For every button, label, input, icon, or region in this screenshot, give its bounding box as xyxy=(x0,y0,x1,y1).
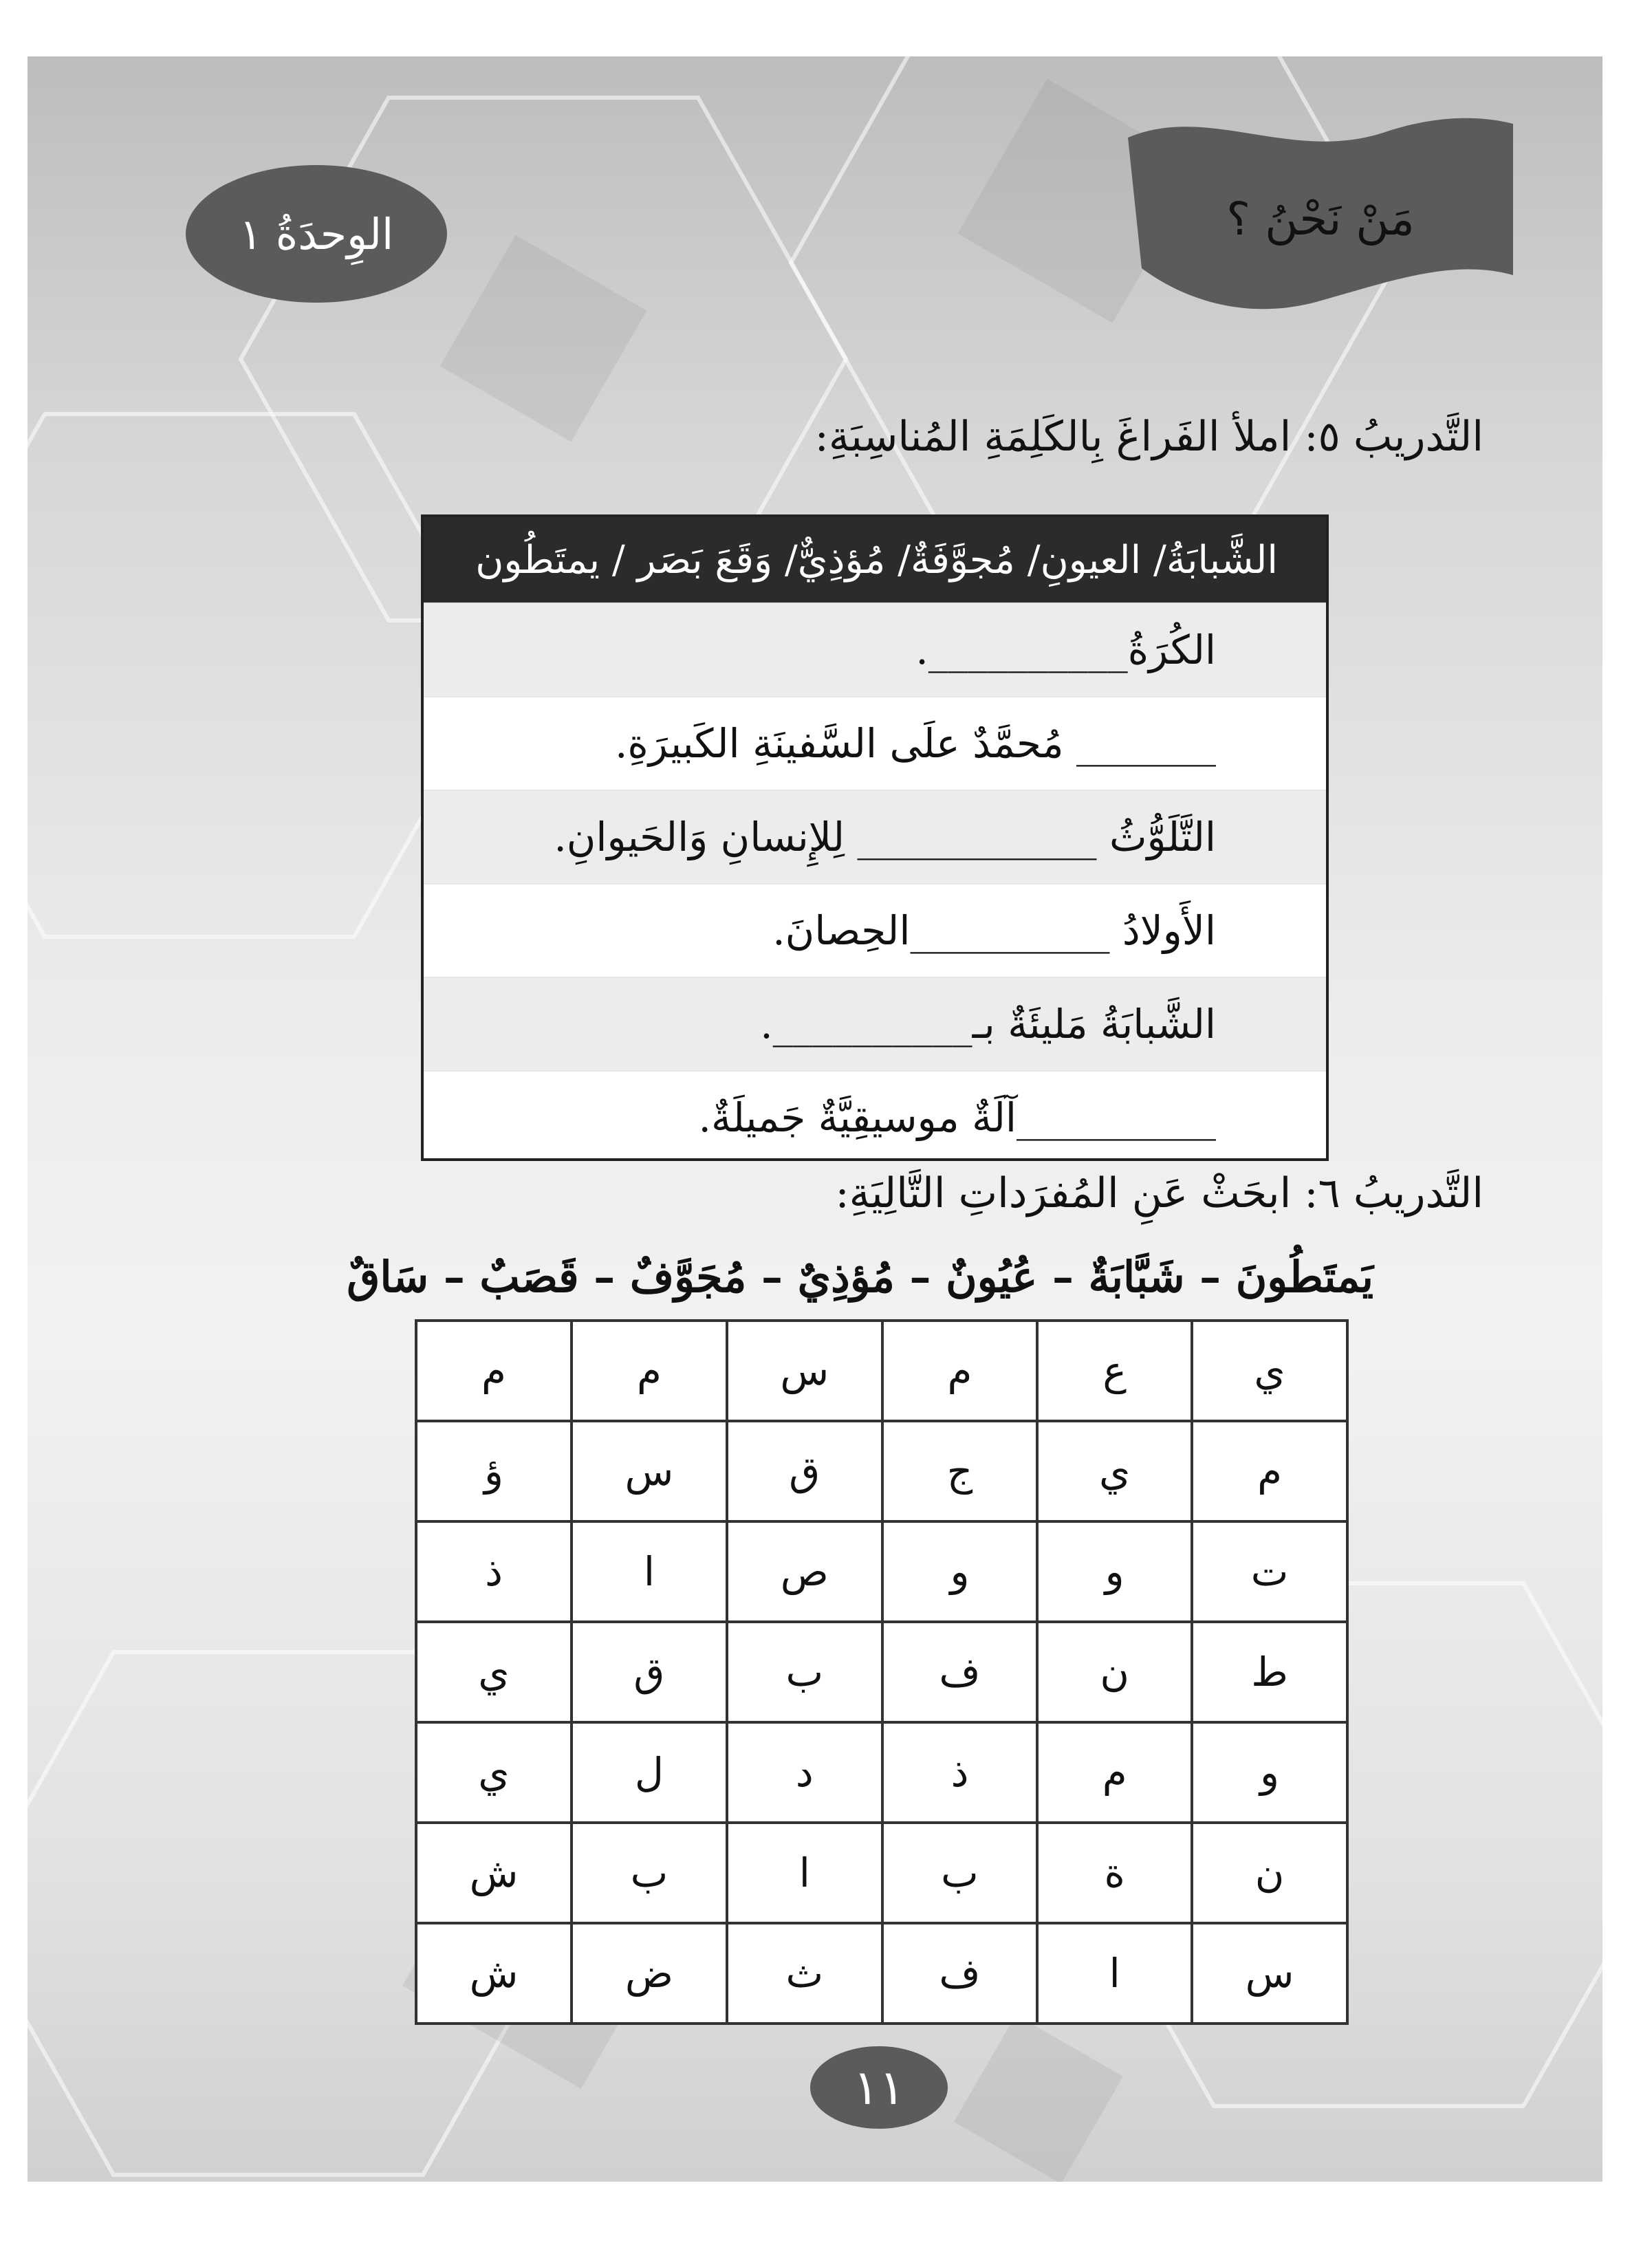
sentence-row: الكُرَةُ__________. xyxy=(424,603,1326,696)
grid-cell[interactable]: ص xyxy=(727,1521,882,1622)
grid-cell[interactable]: ؤ xyxy=(416,1421,572,1521)
grid-cell[interactable]: ن xyxy=(1192,1823,1347,1923)
grid-row xyxy=(416,1722,1347,1823)
grid-cell[interactable]: ج xyxy=(882,1421,1037,1521)
grid-cell[interactable]: م xyxy=(416,1321,572,1421)
grid-cell[interactable]: و xyxy=(882,1521,1037,1622)
word-search-grid xyxy=(415,1319,1349,2025)
grid-cell[interactable]: ي xyxy=(416,1722,572,1823)
grid-cell[interactable]: ب xyxy=(572,1823,727,1923)
grid-cell[interactable]: ا xyxy=(572,1521,727,1622)
unit-badge: الوِحدَةُ ١ xyxy=(186,165,447,303)
grid-row xyxy=(416,1421,1347,1521)
grid-row xyxy=(416,1521,1347,1622)
grid-cell[interactable]: م xyxy=(572,1321,727,1421)
exercise5-heading: التَّدريبُ ٥: املأ الفَراغَ بِالكَلِمَةِ المُناسِبَةِ: xyxy=(814,413,1483,461)
grid-cell[interactable]: س xyxy=(1192,1923,1347,2024)
grid-cell[interactable]: س xyxy=(727,1321,882,1421)
sentence-row: الأَولادُ __________الحِصانَ. xyxy=(424,883,1326,977)
grid-cell[interactable]: ف xyxy=(882,1622,1037,1722)
grid-cell[interactable]: ل xyxy=(572,1722,727,1823)
grid-row xyxy=(416,1321,1347,1421)
sentence-row: التَّلَوُّثُ ____________ لِلإِنسانِ وَالحَيوانِ. xyxy=(424,790,1326,883)
grid-cell[interactable]: د xyxy=(727,1722,882,1823)
exercise6-heading: التَّدريبُ ٦: ابحَثْ عَنِ المُفرَداتِ التَّالِيَةِ: xyxy=(835,1169,1483,1217)
grid-cell[interactable]: و xyxy=(1037,1521,1192,1622)
exercise5-table xyxy=(421,514,1329,1161)
grid-cell[interactable]: ط xyxy=(1192,1622,1347,1722)
grid-cell[interactable]: ب xyxy=(882,1823,1037,1923)
grid-cell[interactable]: ع xyxy=(1037,1321,1192,1421)
grid-cell[interactable]: ش xyxy=(416,1823,572,1923)
grid-cell[interactable]: ا xyxy=(1037,1923,1192,2024)
grid-cell[interactable]: ذ xyxy=(416,1521,572,1622)
grid-cell[interactable]: ق xyxy=(572,1622,727,1722)
grid-cell[interactable]: ذ xyxy=(882,1722,1037,1823)
grid-cell[interactable]: ي xyxy=(416,1622,572,1722)
grid-cell[interactable]: ي xyxy=(1037,1421,1192,1521)
search-word-list: يَمتَطُونَ – شَبَّابَةٌ – عُيُونٌ – مُؤذِيٌ – مُجَوَّفٌ – قَصَبٌ – سَاقٌ xyxy=(347,1252,1373,1302)
sentence-row: الشَّبابَةُ مَليئَةٌ بـ__________. xyxy=(424,977,1326,1070)
grid-cell[interactable]: ق xyxy=(727,1421,882,1521)
grid-row xyxy=(416,1622,1347,1722)
grid-cell[interactable]: ت xyxy=(1192,1521,1347,1622)
grid-cell[interactable]: ن xyxy=(1037,1622,1192,1722)
sentence-row: _______ مُحمَّدٌ علَى السَّفينَةِ الكَبيرَةِ. xyxy=(424,696,1326,790)
lesson-banner xyxy=(1128,110,1513,316)
grid-cell[interactable]: س xyxy=(572,1421,727,1521)
grid-cell[interactable]: م xyxy=(1192,1421,1347,1521)
grid-cell[interactable]: م xyxy=(882,1321,1037,1421)
grid-cell[interactable]: ي xyxy=(1192,1321,1347,1421)
grid-cell[interactable]: ش xyxy=(416,1923,572,2024)
grid-cell[interactable]: م xyxy=(1037,1722,1192,1823)
grid-cell[interactable]: ة xyxy=(1037,1823,1192,1923)
grid-row xyxy=(416,1923,1347,2024)
grid-cell[interactable]: ث xyxy=(727,1923,882,2024)
grid-cell[interactable]: ب xyxy=(727,1622,882,1722)
grid-cell[interactable]: ض xyxy=(572,1923,727,2024)
grid-cell[interactable]: ا xyxy=(727,1823,882,1923)
grid-cell[interactable]: ف xyxy=(882,1923,1037,2024)
lesson-title: مَنْ نَحْنُ ؟ xyxy=(1226,193,1415,246)
grid-cell[interactable]: و xyxy=(1192,1722,1347,1823)
word-bank: الشَّبابَةُ/ العيونِ/ مُجوَّفَةٌ/ مُؤذِيٌّ/ وَقَعَ بَصَر / يمتَطُون xyxy=(424,517,1326,603)
grid-row xyxy=(416,1823,1347,1923)
sentence-row: __________آلَةٌ موسيقِيَّةٌ جَميلَةٌ. xyxy=(424,1070,1326,1164)
page-number: ١١ xyxy=(810,2046,948,2129)
